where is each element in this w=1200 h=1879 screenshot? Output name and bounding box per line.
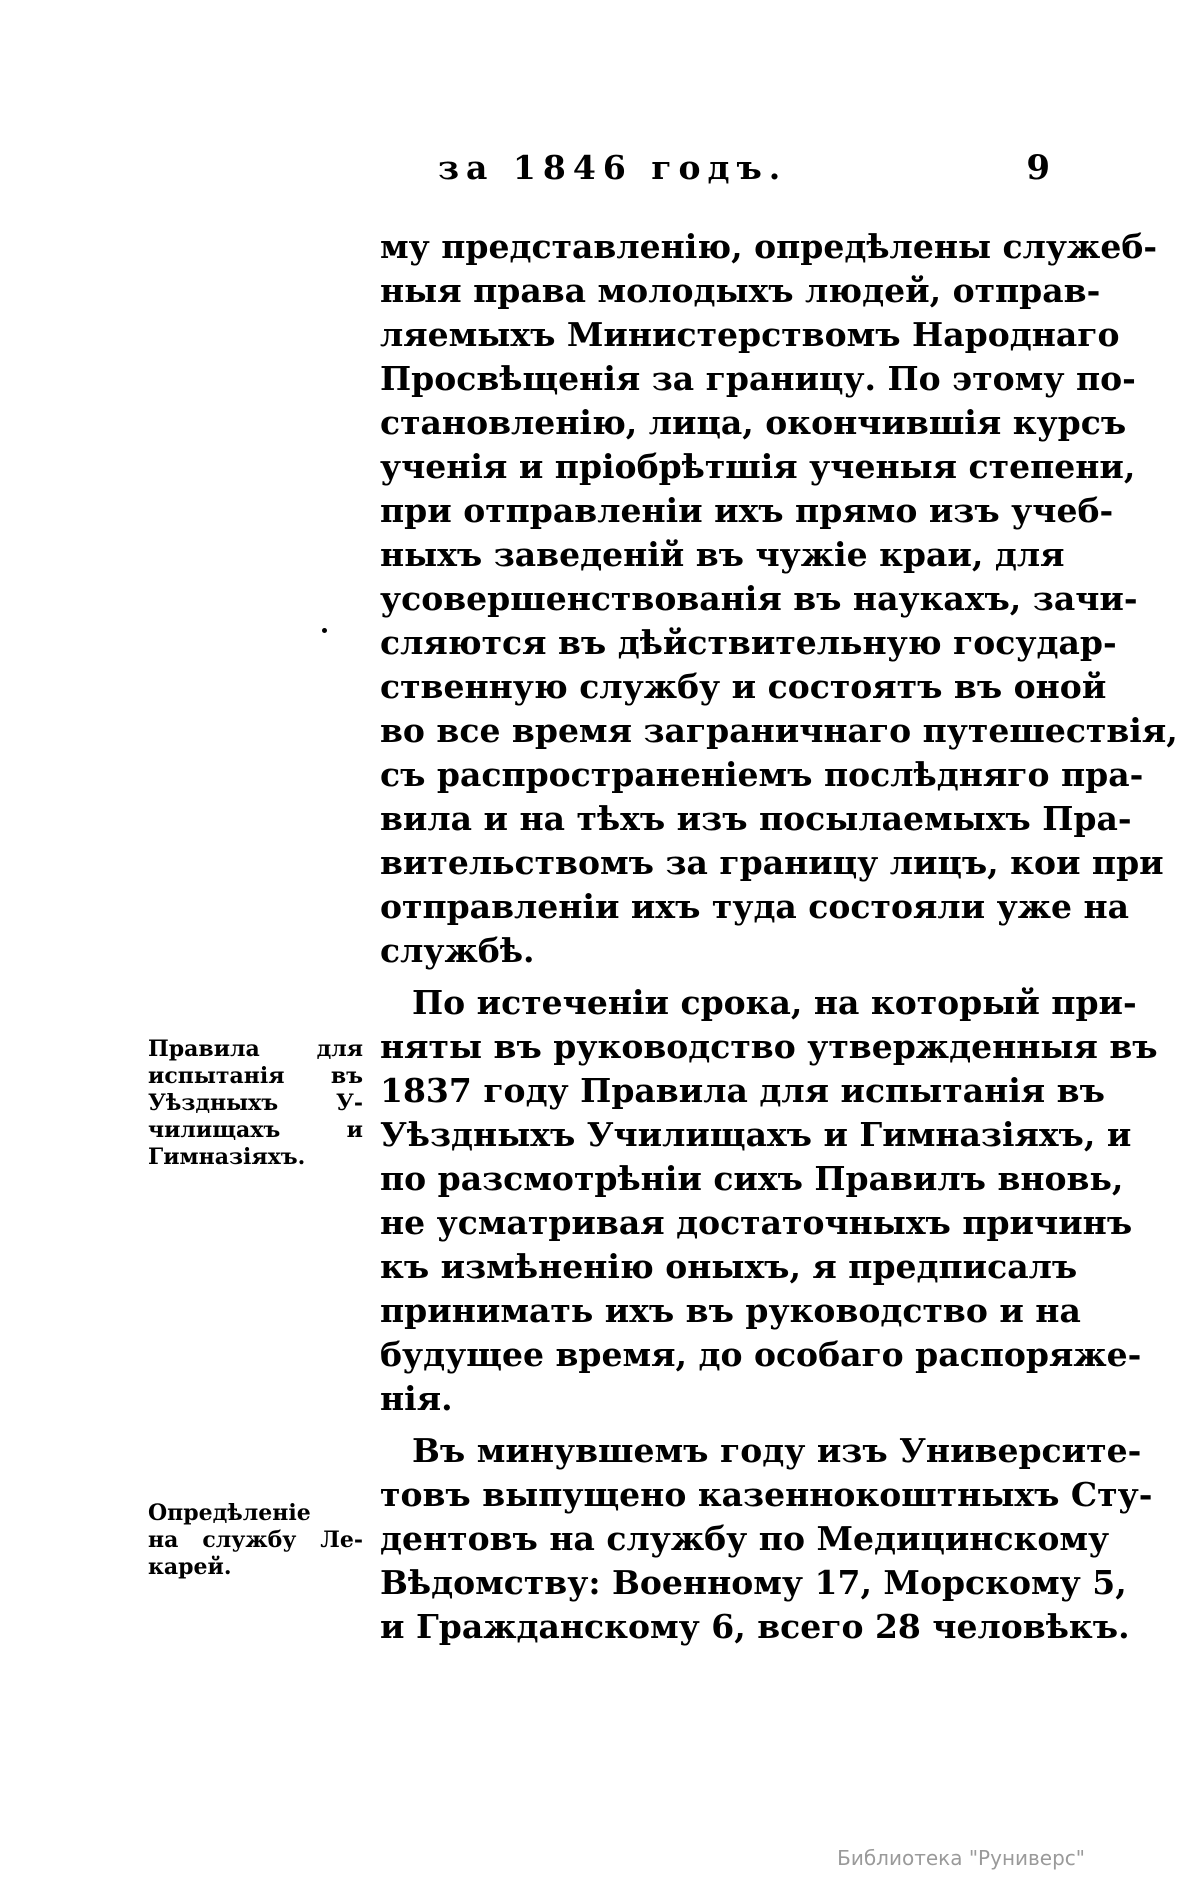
text-line: вительствомъ за границу лицъ, кои при: [380, 843, 1164, 882]
text-line: Вѣдомству: Военному 17, Морскому 5,: [380, 1563, 1127, 1602]
margin-dot: [322, 628, 327, 633]
text-line: ляемыхъ Министерствомъ Народнаго: [380, 315, 1120, 354]
sidenote-line: Правила для: [148, 1036, 363, 1062]
paragraph-2: [380, 981, 1158, 1421]
text-line: не усматривая достаточныхъ причинъ: [380, 1203, 1133, 1242]
sidenote-line: испытанія въ: [148, 1063, 363, 1089]
text-line: сляются въ дѣйствительную государ-: [380, 623, 1117, 662]
paragraph-gap: [380, 1421, 1050, 1429]
text-line: вила и на тѣхъ изъ посылаемыхъ Пра-: [380, 799, 1132, 838]
paragraph-1: [380, 225, 1178, 973]
text-line: ныхъ заведеній въ чужіе краи, для: [380, 535, 1065, 574]
sidenote-rules-examination: [148, 1036, 363, 1171]
text-line: ученія и пріобрѣтшія ученыя степени,: [380, 447, 1136, 486]
paragraph-3: [380, 1429, 1153, 1649]
text-line: По истеченіи срока, на который при-: [412, 983, 1137, 1022]
text-line: Уѣздныхъ Училищахъ и Гимназіяхъ, и: [380, 1115, 1132, 1154]
text-line: Просвѣщенія за границу. По этому по-: [380, 359, 1136, 398]
text-line: отправленіи ихъ туда состояли уже на: [380, 887, 1130, 926]
text-line: 1837 году Правила для испытанія въ: [380, 1071, 1105, 1110]
running-header: [380, 148, 1050, 198]
text-line: принимать ихъ въ руководство и на: [380, 1291, 1081, 1330]
text-line: ныя права молодыхъ людей, отправ-: [380, 271, 1101, 310]
text-line: по разсмотрѣніи сихъ Правилъ вновь,: [380, 1159, 1124, 1198]
main-text-column: [380, 225, 1178, 1649]
text-line: при отправленіи ихъ прямо изъ учеб-: [380, 491, 1114, 530]
sidenote-line: карей.: [148, 1554, 232, 1580]
sidenote-line: Гимназіяхъ.: [148, 1144, 306, 1170]
sidenote-physicians-assignment: [148, 1500, 363, 1581]
text-line: усовершенствованія въ наукахъ, зачи-: [380, 579, 1138, 618]
library-watermark: Библиотека "Руниверс": [837, 1846, 1085, 1870]
page-number: 9: [1026, 148, 1050, 188]
text-line: становленію, лица, окончившія курсъ: [380, 403, 1127, 442]
text-line: няты въ руководство утвержденныя въ: [380, 1027, 1158, 1066]
text-line: му представленію, опредѣлены служеб-: [380, 227, 1158, 266]
sidenote-line: Уѣздныхъ У-: [148, 1090, 363, 1116]
text-line: дентовъ на службу по Медицинскому: [380, 1519, 1110, 1558]
text-line: Въ минувшемъ году изъ Университе-: [412, 1431, 1142, 1470]
sidenote-line: чилищахъ и: [148, 1117, 363, 1143]
header-title: за 1846 годъ.: [438, 148, 788, 187]
text-line: будущее время, до особаго распоряже-: [380, 1335, 1142, 1374]
text-line: во все время заграничнаго путешествія,: [380, 711, 1178, 750]
paragraph-gap: [380, 973, 1050, 981]
text-line: нія.: [380, 1379, 453, 1418]
text-line: ственную службу и состоятъ въ оной: [380, 667, 1107, 706]
text-line: и Гражданскому 6, всего 28 человѣкъ.: [380, 1607, 1130, 1646]
text-line: службѣ.: [380, 931, 535, 970]
text-line: къ измѣненію оныхъ, я предписалъ: [380, 1247, 1078, 1286]
text-line: съ распространеніемъ послѣдняго пра-: [380, 755, 1144, 794]
text-line: товъ выпущено казеннокоштныхъ Сту-: [380, 1475, 1153, 1514]
sidenote-line: на службу Ле-: [148, 1527, 363, 1553]
sidenote-line: Опредѣленіе: [148, 1500, 311, 1526]
